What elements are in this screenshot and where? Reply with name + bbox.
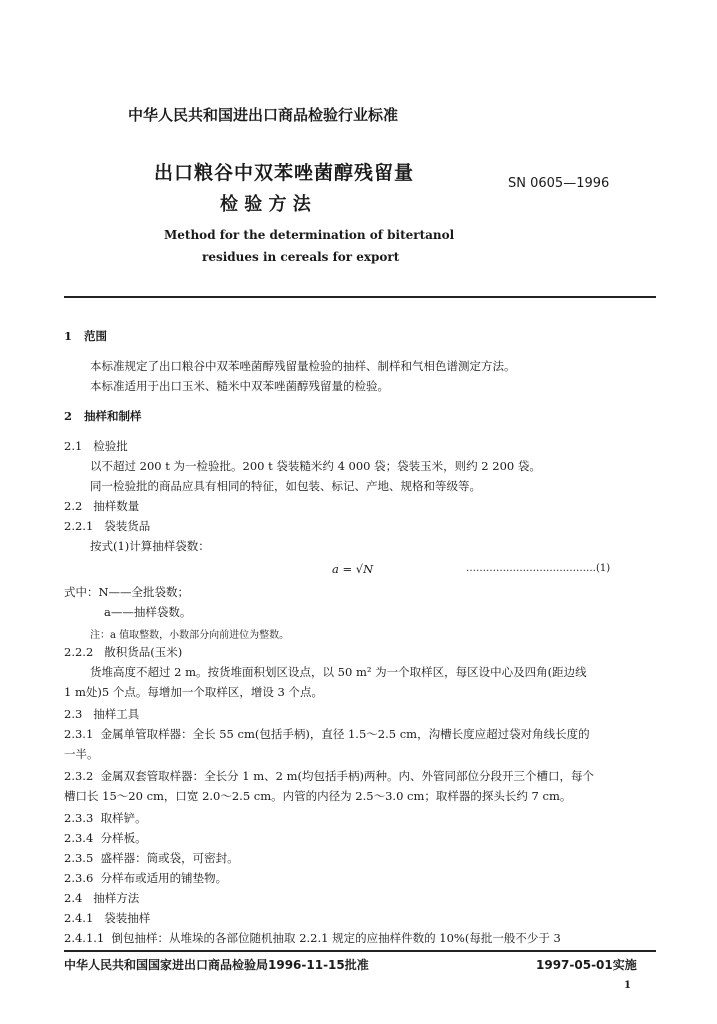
doc-title-line1: 出口粮谷中双苯唑菌醇残留量 xyxy=(154,162,415,184)
clause-2-2-1-heading xyxy=(64,518,150,534)
clause-number: 2.3.6 xyxy=(64,871,94,885)
section-number: 1 xyxy=(64,329,73,343)
clause-2-3-1-line-1 xyxy=(64,726,590,742)
implementation-date: 1997-05-01实施 xyxy=(536,958,637,972)
clause-2-3-2-line-2: 槽口长 15～20 cm，口宽 2.0～2.5 cm。内管的内径为 2.5～3.0 cm；取样器的探头长约 7 cm。 xyxy=(64,789,572,803)
section-1-heading xyxy=(64,328,107,344)
clause-2-2-2-para-2: 1 m处)5 个点。每增加一个取样区，增设 3 个点。 xyxy=(64,685,323,699)
clause-2-2-heading xyxy=(64,498,139,514)
approval-line: 中华人民共和国国家进出口商品检验局1996-11-15批准 xyxy=(64,958,369,972)
clause-2-1-heading xyxy=(64,438,128,454)
clause-2-4-1-heading xyxy=(64,910,150,926)
clause-2-3-heading xyxy=(64,706,139,722)
footer-divider xyxy=(64,950,656,952)
clause-title: 袋装货品 xyxy=(104,519,151,533)
formula-where-1: 式中：N——全批袋数； xyxy=(64,585,190,599)
clause-text: 金属双套管取样器：全长分 1 m、2 m(均包括手柄)两种。内、外管同部位分段开三个槽口，每个 xyxy=(100,769,594,783)
issuing-org: 中华人民共和国进出口商品检验行业标准 xyxy=(128,106,399,124)
note: 注：a 值取整数，小数部分向前进位为整数。 xyxy=(90,630,290,641)
clause-number: 2.2 xyxy=(64,499,83,513)
clause-2-1-para-2: 同一检验批的商品应具有相同的特征，如包装、标记、产地、规格和等级等。 xyxy=(90,479,481,493)
clause-title: 散积货品(玉米) xyxy=(104,645,183,659)
clause-2-2-1-para: 按式(1)计算抽样袋数： xyxy=(90,539,210,553)
standard-code: SN 0605—1996 xyxy=(508,176,610,191)
formula: a = √N xyxy=(332,562,374,576)
clause-2-4-heading xyxy=(64,890,139,906)
header-divider xyxy=(64,296,656,298)
clause-text: 取样铲。 xyxy=(100,811,147,825)
clause-2-1-para-1: 以不超过 200 t 为一检验批。200 t 袋装糙米约 4 000 袋；袋装玉米，则约 2 200 袋。 xyxy=(90,459,541,473)
section-title: 范围 xyxy=(84,329,108,343)
clause-number: 2.3.3 xyxy=(64,811,94,825)
scope-paragraph-1: 本标准规定了出口粮谷中双苯唑菌醇残留量检验的抽样、制样和气相色谱测定方法。 xyxy=(90,359,516,373)
clause-number: 2.1 xyxy=(64,439,83,453)
clause-text: 金属单管取样器：全长 55 cm(包括手柄)，直径 1.5～2.5 cm，沟槽长度应超过袋对角线长度的 xyxy=(100,727,590,741)
equation-number: …………………………………(1) xyxy=(466,563,611,574)
clause-number: 2.3.4 xyxy=(64,831,94,845)
clause-2-3-5 xyxy=(64,850,239,866)
clause-title: 抽样工具 xyxy=(93,707,140,721)
clause-title: 抽样方法 xyxy=(93,891,140,905)
clause-2-3-4 xyxy=(64,830,147,846)
clause-text: 盛样器：筒或袋，可密封。 xyxy=(100,851,239,865)
clause-2-3-6 xyxy=(64,870,227,886)
english-title-line2: residues in cereals for export xyxy=(202,250,400,264)
scope-paragraph-2: 本标准适用于出口玉米、糙米中双苯唑菌醇残留量的检验。 xyxy=(90,379,389,393)
page-number: 1 xyxy=(624,980,631,991)
clause-number: 2.4 xyxy=(64,891,83,905)
clause-2-3-3 xyxy=(64,810,147,826)
clause-number: 2.4.1 xyxy=(64,911,94,925)
clause-2-2-2-heading xyxy=(64,644,182,660)
clause-text: 分样板。 xyxy=(100,831,147,845)
doc-title-line2: 检 验 方 法 xyxy=(220,194,311,215)
clause-number: 2.3.2 xyxy=(64,769,94,783)
clause-2-3-2-line-1 xyxy=(64,768,594,784)
clause-number: 2.4.1.1 xyxy=(64,931,105,945)
clause-number: 2.3.1 xyxy=(64,727,94,741)
clause-title: 检验批 xyxy=(93,439,128,453)
clause-2-4-1-1 xyxy=(64,930,561,946)
clause-title: 袋装抽样 xyxy=(104,911,151,925)
clause-number: 2.2.2 xyxy=(64,645,94,659)
clause-2-3-1-line-2: 一半。 xyxy=(64,747,99,761)
section-title: 抽样和制样 xyxy=(84,409,142,423)
english-title-line1: Method for the determination of bitertanol xyxy=(164,228,455,242)
clause-number: 2.2.1 xyxy=(64,519,94,533)
clause-title: 抽样数量 xyxy=(93,499,140,513)
clause-text: 分样布或适用的铺垫物。 xyxy=(100,871,228,885)
section-2-heading xyxy=(64,408,142,424)
clause-number: 2.3 xyxy=(64,707,83,721)
section-number: 2 xyxy=(64,409,73,423)
clause-text: 倒包抽样：从堆垛的各部位随机抽取 2.2.1 规定的应抽样件数的 10%(每批一般不少于 3 xyxy=(111,931,561,945)
formula-where-2: a——抽样袋数。 xyxy=(104,605,192,619)
clause-2-2-2-para-1: 货堆高度不超过 2 m。按货堆面积划区设点，以 50 m² 为一个取样区，每区设中心及四角(距边线 xyxy=(90,665,587,679)
clause-number: 2.3.5 xyxy=(64,851,94,865)
